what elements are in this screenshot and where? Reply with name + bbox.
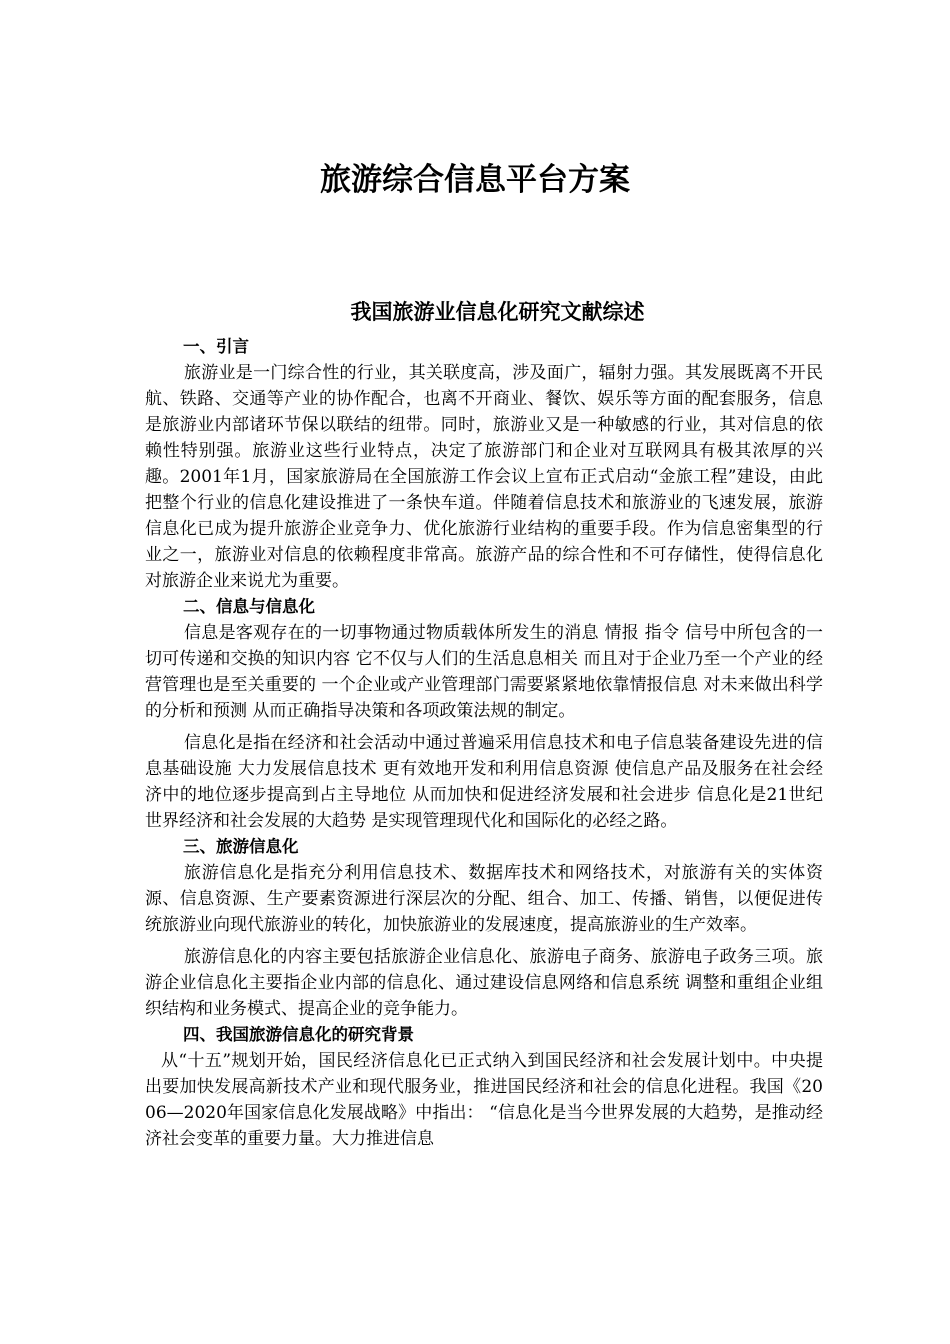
paragraph-introduction: 旅游业是一门综合性的行业，其关联度高，涉及面广，辐射力强。其发展既离不开民航、铁路、交通等产业的协作配合，也离不开商业、餐饮、娱乐等方面的配套服务，信息是旅游业内部诸环节保以联结的纽带。同时，旅游业又是一种敏感的行业，其对信息的依赖性特别强。旅游业这些行业特点，决定了旅游部门和企业对互联网具有极其浓厚的兴趣。2001年1月，国家旅游局在全国旅游工作会议上宣布正式启动“金旅工程”建设，由此把整个行业的信息化建设推进了一条快车道。伴随着信息技术和旅游业的飞速发展，旅游信息化已成为提升旅游企业竞争力、优化旅游行业结构的重要手段。作为信息密集型的行业之一，旅游业对信息的依赖程度非常高。旅游产品的综合性和不可存储性，使得信息化对旅游企业来说尤为重要。 — [145, 363, 823, 591]
section-heading-introduction: 一、引言 — [183, 337, 249, 356]
paragraph-informatization-definition: 信息化是指在经济和社会活动中通过普遍采用信息技术和电子信息装备建设先进的信息基础设施 大力发展信息技术 更有效地开发和利用信息资源 使信息产品及服务在社会经济中的地位逐步提高到占主导地位 从而加快和促进经济发展和社会进步 信息化是21世纪世界经济和社会发展的大趋势 是实现管理现代化和国际化的必经之路。 — [145, 733, 823, 831]
paragraph-information-definition: 信息是客观存在的一切事物通过物质载体所发生的消息 情报 指令 信号中所包含的一切可传递和交换的知识内容 它不仅与人们的生活息息相关 而且对于企业乃至一个产业的经营管理也是至关重要的 一个企业或产业管理部门需要紧紧地依靠情报信息 对未来做出科学的分析和预测 从而正确指导决策和各项政策法规的制定。 — [145, 623, 823, 721]
section-heading-information: 二、信息与信息化 — [183, 597, 315, 616]
section-heading-tourism-informatization: 三、旅游信息化 — [183, 837, 299, 856]
section-heading-research-background: 四、我国旅游信息化的研究背景 — [183, 1025, 414, 1044]
document-subtitle: 我国旅游业信息化研究文献综述 — [350, 300, 645, 324]
paragraph-tourism-informatization-content: 旅游信息化的内容主要包括旅游企业信息化、旅游电子商务、旅游电子政务三项。旅游企业信息化主要指企业内部的信息化、通过建设信息网络和信息系统 调整和重组企业组织结构和业务模式、提高企业的竞争能力。 — [145, 947, 823, 1019]
document-body — [145, 334, 823, 1152]
document-title: 旅游综合信息平台方案 — [320, 162, 630, 198]
paragraph-tourism-informatization-definition: 旅游信息化是指充分利用信息技术、数据库技术和网络技术，对旅游有关的实体资源、信息资源、生产要素资源进行深层次的分配、组合、加工、传播、销售，以便促进传统旅游业向现代旅游业的转化，加快旅游业的发展速度，提高旅游业的生产效率。 — [145, 863, 823, 935]
paragraph-research-background: 从“十五”规划开始，国民经济信息化已正式纳入到国民经济和社会发展计划中。中央提出要加快发展高新技术产业和现代服务业，推进国民经济和社会的信息化进程。我国《2006—2020年国家信息化发展战略》中指出： “信息化是当今世界发展的大趋势，是推动经济社会变革的重要力量。大力推进信息 — [145, 1051, 823, 1149]
